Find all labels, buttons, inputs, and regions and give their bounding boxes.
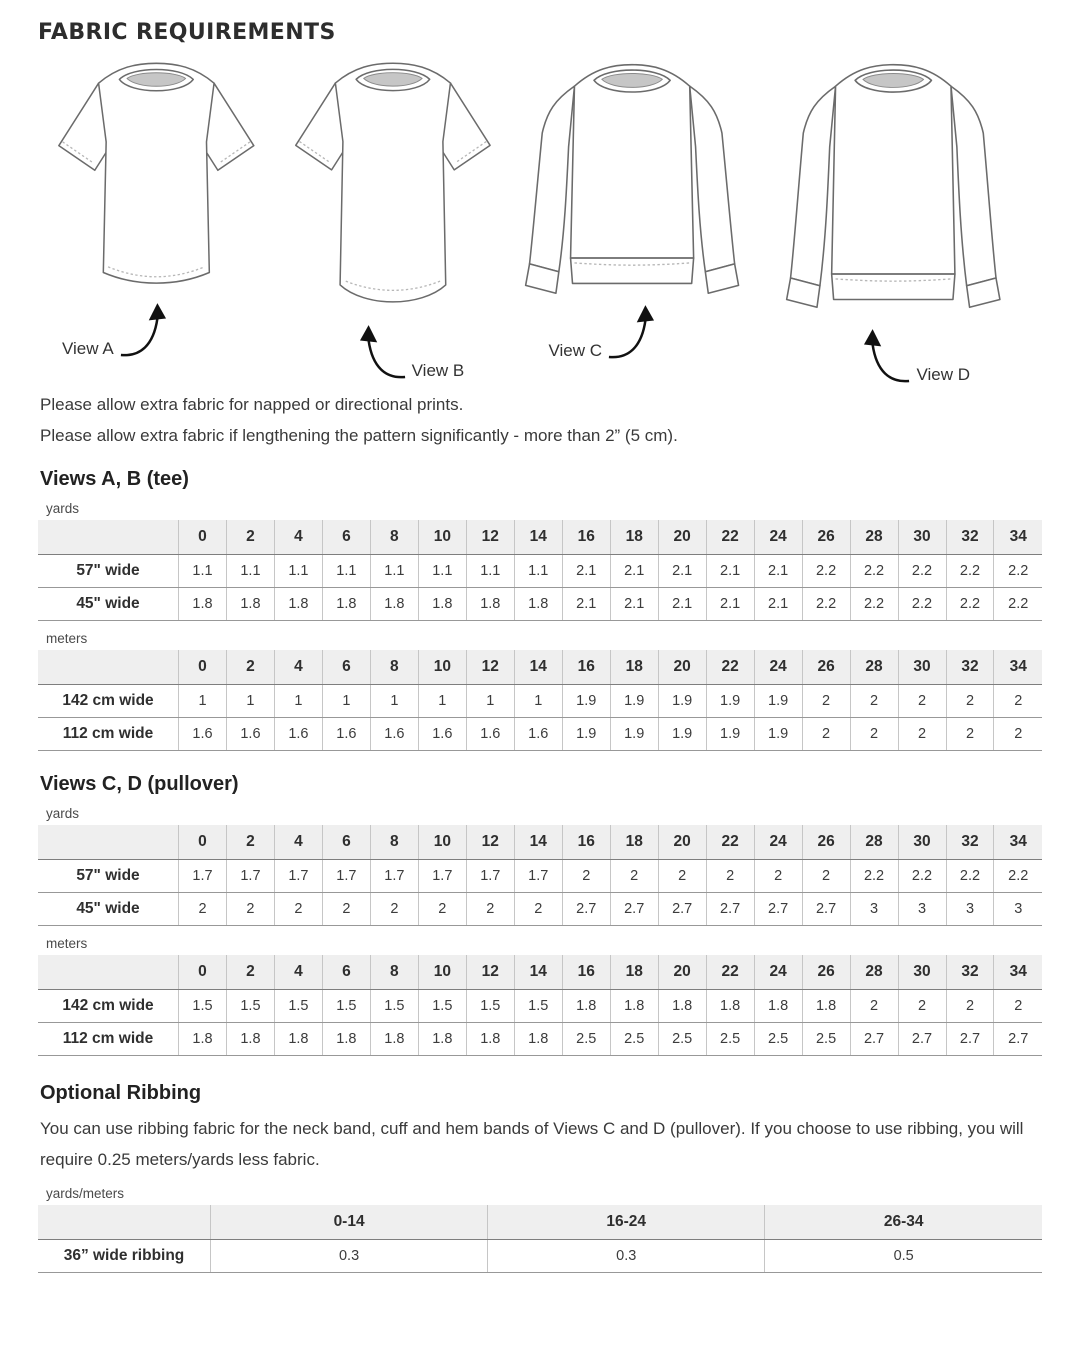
- fabric-amount-cell: 2: [850, 990, 898, 1023]
- size-column-header: 18: [610, 825, 658, 860]
- fabric-amount-cell: 2: [322, 893, 370, 926]
- table-row: [38, 1023, 1042, 1056]
- fabric-amount-cell: 1.8: [466, 588, 514, 621]
- fabric-amount-cell: 2.7: [754, 893, 802, 926]
- size-column-header: 16: [562, 955, 610, 990]
- size-column-header: 34: [994, 825, 1042, 860]
- size-column-header: 8: [370, 825, 418, 860]
- fabric-amount-cell: 1.8: [706, 990, 754, 1023]
- fabric-amount-cell: 2.7: [898, 1023, 946, 1056]
- fabric-amount-cell: 1.8: [418, 1023, 466, 1056]
- fabric-amount-cell: 2: [802, 685, 850, 718]
- fabric-amount-cell: 2: [706, 860, 754, 893]
- size-column-header: 16: [562, 520, 610, 555]
- fabric-width-row-label: 112 cm wide: [38, 718, 179, 751]
- fabric-amount-cell: 2.7: [706, 893, 754, 926]
- section-views-ab: [38, 468, 1042, 751]
- fabric-amount-cell: 1.9: [754, 685, 802, 718]
- fabric-amount-cell: 2: [802, 860, 850, 893]
- fabric-amount-cell: 2: [946, 718, 994, 751]
- fabric-amount-cell: 1.8: [274, 588, 322, 621]
- fabric-amount-cell: 1.8: [562, 990, 610, 1023]
- fabric-amount-cell: 2: [226, 893, 274, 926]
- size-column-header: 24: [754, 650, 802, 685]
- fabric-amount-cell: 2.2: [898, 860, 946, 893]
- fabric-amount-cell: 2: [418, 893, 466, 926]
- size-column-header: 32: [946, 825, 994, 860]
- fabric-amount-cell: 1.6: [370, 718, 418, 751]
- view-b-tee-illustration: [275, 51, 511, 317]
- tee-meters-table: [38, 650, 1042, 751]
- fabric-amount-cell: 1.8: [466, 1023, 514, 1056]
- fabric-amount-cell: 2: [898, 718, 946, 751]
- table-row: [38, 555, 1042, 588]
- fabric-amount-cell: 2.7: [946, 1023, 994, 1056]
- fabric-amount-cell: 2.5: [658, 1023, 706, 1056]
- fabric-width-row-label: 112 cm wide: [38, 1023, 179, 1056]
- fabric-amount-cell: 2.2: [994, 860, 1042, 893]
- view-a-arrow-icon: [119, 301, 167, 359]
- size-column-header: 18: [610, 520, 658, 555]
- size-column-header: 26-34: [765, 1205, 1042, 1240]
- fabric-amount-cell: 2.2: [802, 588, 850, 621]
- fabric-amount-cell: 2.1: [706, 555, 754, 588]
- size-column-header: 26: [802, 825, 850, 860]
- fabric-amount-cell: 1.8: [370, 588, 418, 621]
- fabric-amount-cell: 1.7: [514, 860, 562, 893]
- fabric-amount-cell: 2.2: [946, 860, 994, 893]
- size-column-header: 0: [179, 955, 227, 990]
- fabric-amount-cell: 2.5: [562, 1023, 610, 1056]
- fabric-amount-cell: 2.1: [658, 555, 706, 588]
- fabric-amount-cell: 1.8: [226, 1023, 274, 1056]
- fabric-amount-cell: 1.7: [322, 860, 370, 893]
- section-views-cd: [38, 773, 1042, 1056]
- fabric-amount-cell: 1.6: [418, 718, 466, 751]
- size-column-header: 6: [322, 520, 370, 555]
- fabric-amount-cell: 2.2: [994, 588, 1042, 621]
- size-column-header: 14: [514, 650, 562, 685]
- fabric-amount-cell: 1.8: [754, 990, 802, 1023]
- fabric-amount-cell: 2.1: [706, 588, 754, 621]
- size-column-header: 30: [898, 825, 946, 860]
- fabric-amount-cell: 2: [754, 860, 802, 893]
- fabric-amount-cell: 2: [274, 893, 322, 926]
- fabric-amount-cell: 1.1: [418, 555, 466, 588]
- fabric-amount-cell: 1.8: [370, 1023, 418, 1056]
- fabric-amount-cell: 1.5: [370, 990, 418, 1023]
- fabric-amount-cell: 2.2: [850, 555, 898, 588]
- size-column-header: 34: [994, 650, 1042, 685]
- fabric-amount-cell: 2: [610, 860, 658, 893]
- fabric-amount-cell: 3: [850, 893, 898, 926]
- fabric-amount-cell: 1.8: [179, 588, 227, 621]
- fabric-amount-cell: 1.7: [274, 860, 322, 893]
- fabric-amount-cell: 1.5: [274, 990, 322, 1023]
- view-b-figure: [275, 51, 511, 389]
- size-column-header: 24: [754, 825, 802, 860]
- fabric-amount-cell: 1.7: [466, 860, 514, 893]
- size-column-header: 10: [418, 650, 466, 685]
- note-lengthening: Please allow extra fabric if lengthening the pattern significantly - more than 2” (5 cm).: [40, 426, 678, 445]
- size-column-header: 32: [946, 650, 994, 685]
- fabric-amount-cell: 1.1: [514, 555, 562, 588]
- table-row: [38, 1239, 1042, 1272]
- fabric-amount-cell: 1.5: [418, 990, 466, 1023]
- fabric-amount-cell: 1.6: [466, 718, 514, 751]
- fabric-width-row-label: 142 cm wide: [38, 990, 179, 1023]
- section-views-cd-heading: Views C, D (pullover): [40, 773, 239, 795]
- fabric-amount-cell: 2.1: [754, 588, 802, 621]
- fabric-amount-cell: 1.1: [274, 555, 322, 588]
- fabric-amount-cell: 2.7: [994, 1023, 1042, 1056]
- garment-illustrations-row: [38, 51, 1042, 389]
- size-column-header: 22: [706, 520, 754, 555]
- table-row: [38, 860, 1042, 893]
- fabric-amount-cell: 2: [466, 893, 514, 926]
- fabric-amount-cell: 2.2: [802, 555, 850, 588]
- table-row: [38, 893, 1042, 926]
- fabric-amount-cell: 1.6: [226, 718, 274, 751]
- view-a-label: View A: [62, 339, 114, 358]
- size-column-header: 20: [658, 520, 706, 555]
- size-column-header: 34: [994, 955, 1042, 990]
- fabric-amount-cell: 1.5: [466, 990, 514, 1023]
- unit-label-meters: meters: [46, 936, 88, 951]
- size-column-header: 22: [706, 825, 754, 860]
- unit-label-yards-meters: yards/meters: [46, 1185, 125, 1201]
- fabric-amount-cell: 2: [994, 718, 1042, 751]
- fabric-amount-cell: 1.5: [226, 990, 274, 1023]
- fabric-amount-cell: 1: [514, 685, 562, 718]
- view-d-figure: [771, 51, 1052, 389]
- fabric-amount-cell: 1: [466, 685, 514, 718]
- note-napped-prints: Please allow extra fabric for napped or directional prints.: [40, 395, 464, 414]
- fabric-amount-cell: 3: [946, 893, 994, 926]
- fabric-amount-cell: 1.8: [322, 588, 370, 621]
- pullover-meters-table: [38, 955, 1042, 1056]
- fabric-amount-cell: 1.5: [514, 990, 562, 1023]
- size-column-header: 18: [610, 955, 658, 990]
- fabric-amount-cell: 1.9: [706, 685, 754, 718]
- unit-label-yards: yards: [46, 806, 80, 821]
- fabric-amount-cell: 1.8: [418, 588, 466, 621]
- size-column-header: 0: [179, 520, 227, 555]
- view-b-label: View B: [411, 361, 465, 380]
- view-b-arrow-icon: [359, 323, 407, 381]
- size-column-header: 10: [418, 825, 466, 860]
- fabric-amount-cell: 2: [802, 718, 850, 751]
- size-column-header: 12: [466, 520, 514, 555]
- fabric-amount-cell: 2: [994, 990, 1042, 1023]
- fabric-amount-cell: 2: [946, 990, 994, 1023]
- size-column-header: 14: [514, 520, 562, 555]
- fabric-amount-cell: 1.9: [754, 718, 802, 751]
- size-column-header: 0: [179, 650, 227, 685]
- size-column-header: 12: [466, 955, 514, 990]
- fabric-amount-cell: 1.9: [706, 718, 754, 751]
- fabric-amount-cell: 1.5: [179, 990, 227, 1023]
- fabric-amount-cell: 2.1: [610, 588, 658, 621]
- fabric-amount-cell: 2: [370, 893, 418, 926]
- size-column-header: 32: [946, 520, 994, 555]
- size-column-header: 16: [562, 650, 610, 685]
- size-column-header: 16-24: [488, 1205, 765, 1240]
- size-column-header: 0-14: [211, 1205, 488, 1240]
- fabric-amount-cell: 2.2: [946, 588, 994, 621]
- fabric-amount-cell: 1.1: [322, 555, 370, 588]
- fabric-amount-cell: 1.8: [610, 990, 658, 1023]
- fabric-amount-cell: 1.6: [322, 718, 370, 751]
- fabric-amount-cell: 2.5: [754, 1023, 802, 1056]
- fabric-amount-cell: 2: [850, 718, 898, 751]
- fabric-amount-cell: 1.7: [226, 860, 274, 893]
- fabric-amount-cell: 2: [514, 893, 562, 926]
- fabric-amount-cell: 2.2: [994, 555, 1042, 588]
- fabric-amount-cell: 1: [226, 685, 274, 718]
- size-column-header: 32: [946, 955, 994, 990]
- size-column-header: 28: [850, 650, 898, 685]
- fabric-amount-cell: 0.3: [211, 1239, 488, 1272]
- section-views-ab-heading: Views A, B (tee): [40, 468, 189, 490]
- fabric-amount-cell: 1.7: [370, 860, 418, 893]
- size-column-header: 14: [514, 825, 562, 860]
- size-column-header: 2: [226, 825, 274, 860]
- fabric-amount-cell: 2.5: [610, 1023, 658, 1056]
- row-label-column-header: [38, 650, 179, 685]
- row-label-column-header: [38, 955, 179, 990]
- fabric-amount-cell: 1: [322, 685, 370, 718]
- fabric-amount-cell: 1.9: [562, 685, 610, 718]
- fabric-amount-cell: 1.6: [179, 718, 227, 751]
- fabric-amount-cell: 1.8: [802, 990, 850, 1023]
- fabric-amount-cell: 1.7: [179, 860, 227, 893]
- fabric-amount-cell: 3: [994, 893, 1042, 926]
- size-column-header: 2: [226, 650, 274, 685]
- size-column-header: 4: [274, 650, 322, 685]
- optional-ribbing-heading: Optional Ribbing: [40, 1082, 202, 1104]
- size-column-header: 6: [322, 650, 370, 685]
- pullover-yards-table: [38, 825, 1042, 926]
- fabric-amount-cell: 1.9: [658, 685, 706, 718]
- size-column-header: 12: [466, 825, 514, 860]
- size-column-header: 8: [370, 650, 418, 685]
- fabric-amount-cell: 3: [898, 893, 946, 926]
- fabric-amount-cell: 0.3: [488, 1239, 765, 1272]
- fabric-amount-cell: 1: [179, 685, 227, 718]
- size-column-header: 26: [802, 650, 850, 685]
- ribbing-description: You can use ribbing fabric for the neck band, cuff and hem bands of Views C and D (pullover). If you choose to use ribbing, you will require 0.25 meters/yards less fabric.: [40, 1119, 1024, 1170]
- fabric-amount-cell: 1.9: [562, 718, 610, 751]
- fabric-amount-cell: 2.2: [898, 555, 946, 588]
- fabric-amount-cell: 2: [994, 685, 1042, 718]
- fabric-amount-cell: 2.7: [658, 893, 706, 926]
- size-column-header: 0: [179, 825, 227, 860]
- ribbing-table: [38, 1205, 1042, 1273]
- fabric-width-row-label: 57" wide: [38, 555, 179, 588]
- size-column-header: 28: [850, 825, 898, 860]
- size-column-header: 12: [466, 650, 514, 685]
- size-column-header: 30: [898, 955, 946, 990]
- fabric-amount-cell: 2: [562, 860, 610, 893]
- fabric-amount-cell: 1.9: [610, 685, 658, 718]
- fabric-amount-cell: 2: [898, 685, 946, 718]
- fabric-amount-cell: 1.6: [274, 718, 322, 751]
- row-label-column-header: [38, 825, 179, 860]
- size-column-header: 26: [802, 520, 850, 555]
- size-column-header: 8: [370, 955, 418, 990]
- fabric-amount-cell: 2: [850, 685, 898, 718]
- size-column-header: 30: [898, 650, 946, 685]
- size-column-header: 4: [274, 825, 322, 860]
- size-column-header: 10: [418, 955, 466, 990]
- fabric-amount-cell: 2.2: [850, 860, 898, 893]
- size-column-header: 6: [322, 955, 370, 990]
- fabric-width-row-label: 45" wide: [38, 893, 179, 926]
- size-column-header: 28: [850, 955, 898, 990]
- size-column-header: 20: [658, 650, 706, 685]
- size-column-header: 10: [418, 520, 466, 555]
- size-column-header: 22: [706, 955, 754, 990]
- fabric-amount-cell: 2.7: [802, 893, 850, 926]
- fabric-amount-cell: 2: [658, 860, 706, 893]
- fabric-amount-cell: 2.5: [706, 1023, 754, 1056]
- size-column-header: 14: [514, 955, 562, 990]
- fabric-amount-cell: 1.9: [658, 718, 706, 751]
- fabric-amount-cell: 1.1: [179, 555, 227, 588]
- fabric-notes: [38, 395, 1042, 446]
- fabric-amount-cell: 2.7: [562, 893, 610, 926]
- size-column-header: 2: [226, 520, 274, 555]
- size-column-header: 24: [754, 955, 802, 990]
- fabric-width-row-label: 36” wide ribbing: [38, 1239, 211, 1272]
- fabric-width-row-label: 57" wide: [38, 860, 179, 893]
- fabric-amount-cell: 1.9: [610, 718, 658, 751]
- fabric-amount-cell: 1.8: [658, 990, 706, 1023]
- fabric-amount-cell: 1: [418, 685, 466, 718]
- fabric-amount-cell: 2.7: [610, 893, 658, 926]
- fabric-amount-cell: 1.8: [514, 588, 562, 621]
- view-c-figure: [510, 51, 771, 389]
- size-column-header: 2: [226, 955, 274, 990]
- fabric-amount-cell: 2: [898, 990, 946, 1023]
- view-c-pullover-illustration: [510, 51, 754, 303]
- size-column-header: 22: [706, 650, 754, 685]
- fabric-amount-cell: 2: [179, 893, 227, 926]
- fabric-amount-cell: 0.5: [765, 1239, 1042, 1272]
- size-column-header: 18: [610, 650, 658, 685]
- fabric-amount-cell: 2: [946, 685, 994, 718]
- fabric-amount-cell: 2.2: [898, 588, 946, 621]
- fabric-amount-cell: 1.8: [322, 1023, 370, 1056]
- row-label-column-header: [38, 1205, 211, 1240]
- fabric-amount-cell: 1.1: [370, 555, 418, 588]
- size-column-header: 34: [994, 520, 1042, 555]
- fabric-amount-cell: 1.5: [322, 990, 370, 1023]
- size-column-header: 24: [754, 520, 802, 555]
- size-column-header: 4: [274, 520, 322, 555]
- size-column-header: 30: [898, 520, 946, 555]
- fabric-amount-cell: 2.1: [562, 555, 610, 588]
- size-column-header: 26: [802, 955, 850, 990]
- view-d-label: View D: [916, 365, 971, 384]
- table-row: [38, 588, 1042, 621]
- size-column-header: 16: [562, 825, 610, 860]
- fabric-amount-cell: 1.7: [418, 860, 466, 893]
- fabric-amount-cell: 2.1: [562, 588, 610, 621]
- view-d-pullover-illustration: [771, 51, 1016, 321]
- page-title: FABRIC REQUIREMENTS: [38, 20, 336, 45]
- fabric-amount-cell: 1.1: [466, 555, 514, 588]
- fabric-amount-cell: 1.8: [274, 1023, 322, 1056]
- size-column-header: 6: [322, 825, 370, 860]
- size-column-header: 20: [658, 955, 706, 990]
- fabric-amount-cell: 2.2: [850, 588, 898, 621]
- fabric-width-row-label: 45" wide: [38, 588, 179, 621]
- fabric-amount-cell: 2.1: [754, 555, 802, 588]
- size-column-header: 4: [274, 955, 322, 990]
- view-c-label: View C: [548, 341, 602, 360]
- size-column-header: 20: [658, 825, 706, 860]
- fabric-amount-cell: 2.1: [610, 555, 658, 588]
- fabric-amount-cell: 2.2: [946, 555, 994, 588]
- table-row: [38, 718, 1042, 751]
- tee-yards-table: [38, 520, 1042, 621]
- unit-label-yards: yards: [46, 501, 80, 516]
- size-column-header: 28: [850, 520, 898, 555]
- fabric-amount-cell: 1.1: [226, 555, 274, 588]
- fabric-width-row-label: 142 cm wide: [38, 685, 179, 718]
- view-a-tee-illustration: [38, 51, 275, 299]
- view-a-figure: [38, 51, 275, 389]
- fabric-amount-cell: 1.8: [226, 588, 274, 621]
- fabric-amount-cell: 2.5: [802, 1023, 850, 1056]
- fabric-amount-cell: 1.8: [179, 1023, 227, 1056]
- size-column-header: 8: [370, 520, 418, 555]
- fabric-amount-cell: 1.8: [514, 1023, 562, 1056]
- fabric-amount-cell: 1.6: [514, 718, 562, 751]
- fabric-amount-cell: 1: [274, 685, 322, 718]
- section-optional-ribbing: [38, 1082, 1042, 1273]
- row-label-column-header: [38, 520, 179, 555]
- table-row: [38, 685, 1042, 718]
- unit-label-meters: meters: [46, 631, 88, 646]
- fabric-amount-cell: 2.1: [658, 588, 706, 621]
- table-row: [38, 990, 1042, 1023]
- fabric-amount-cell: 1: [370, 685, 418, 718]
- fabric-amount-cell: 2.7: [850, 1023, 898, 1056]
- view-d-arrow-icon: [863, 327, 911, 385]
- view-c-arrow-icon: [607, 303, 655, 361]
